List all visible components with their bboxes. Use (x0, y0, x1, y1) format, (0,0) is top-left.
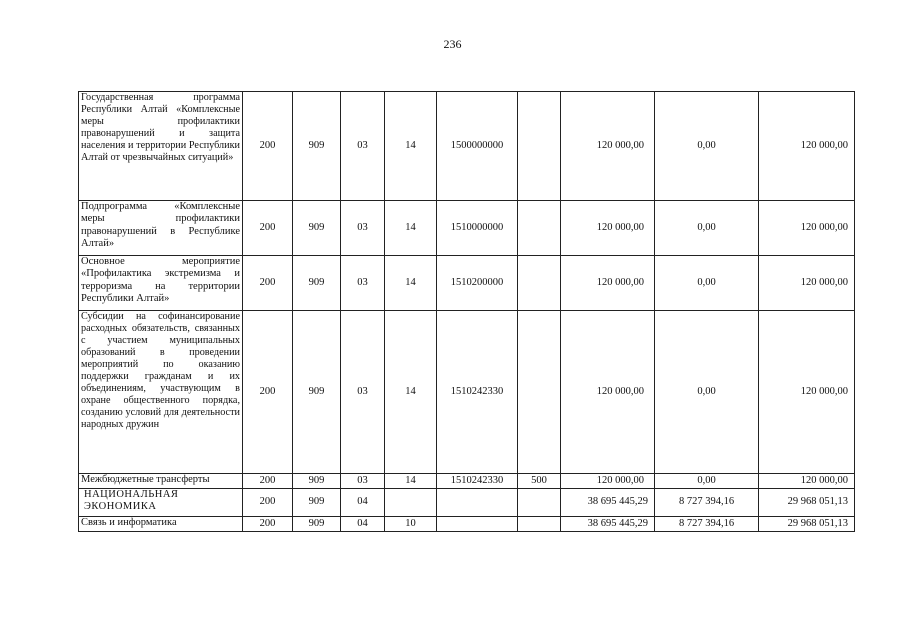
row-name: Межбюджетные трансферты (79, 474, 243, 489)
cell-subsection: 14 (385, 474, 437, 489)
cell-ministry: 909 (293, 92, 341, 201)
cell-ministry: 909 (293, 517, 341, 532)
cell-amount-1: 120 000,00 (561, 92, 655, 201)
cell-ministry: 909 (293, 474, 341, 489)
cell-expense-type: 500 (518, 474, 561, 489)
cell-code: 200 (243, 474, 293, 489)
table-row (79, 92, 855, 201)
cell-ministry: 909 (293, 489, 341, 517)
cell-code: 200 (243, 201, 293, 256)
cell-code: 200 (243, 256, 293, 311)
table-row (79, 256, 855, 311)
cell-section: 03 (341, 201, 385, 256)
cell-expense-type (518, 517, 561, 532)
row-name: Основное мероприятие «Профилактика экстремизма и терроризма на территории Республики Алтай» (79, 256, 243, 311)
cell-amount-3: 29 968 051,13 (759, 489, 855, 517)
cell-target-article: 1510200000 (437, 256, 518, 311)
cell-target-article: 1510242330 (437, 474, 518, 489)
cell-expense-type (518, 256, 561, 311)
row-name: Субсидии на софинансирование расходных обязательств, связанных с участием муниципальных образований в проведении мероприятий по оказанию поддержки гражданам и их объединениям, участвующим в охране общественного порядка, созданию условий для деятельности народных дружин (79, 311, 243, 474)
cell-amount-3: 120 000,00 (759, 474, 855, 489)
cell-subsection: 14 (385, 92, 437, 201)
budget-table (78, 91, 855, 532)
cell-subsection: 14 (385, 256, 437, 311)
row-name: Государственная программа Республики Алтай «Комплексные меры профилактики правонарушений и защита населения и территории Республики Алтай от чрезвычайных ситуаций» (79, 92, 243, 201)
row-name: Связь и информатика (79, 517, 243, 532)
cell-amount-2: 0,00 (655, 201, 759, 256)
cell-amount-2: 0,00 (655, 311, 759, 474)
cell-expense-type (518, 311, 561, 474)
cell-subsection: 14 (385, 201, 437, 256)
cell-section: 04 (341, 489, 385, 517)
cell-subsection (385, 489, 437, 517)
cell-amount-1: 120 000,00 (561, 474, 655, 489)
cell-subsection: 14 (385, 311, 437, 474)
cell-target-article: 1510242330 (437, 311, 518, 474)
cell-code: 200 (243, 489, 293, 517)
table-row (79, 474, 855, 489)
cell-ministry: 909 (293, 256, 341, 311)
cell-section: 03 (341, 311, 385, 474)
cell-amount-3: 29 968 051,13 (759, 517, 855, 532)
cell-amount-3: 120 000,00 (759, 201, 855, 256)
cell-subsection: 10 (385, 517, 437, 532)
table-row (79, 489, 855, 517)
cell-amount-2: 0,00 (655, 92, 759, 201)
row-name: Подпрограмма «Комплексные меры профилактики правонарушений в Республике Алтай» (79, 201, 243, 256)
cell-amount-1: 38 695 445,29 (561, 517, 655, 532)
cell-ministry: 909 (293, 311, 341, 474)
cell-expense-type (518, 201, 561, 256)
cell-target-article: 1510000000 (437, 201, 518, 256)
page-number: 236 (443, 37, 462, 51)
cell-amount-1: 120 000,00 (561, 201, 655, 256)
cell-amount-2: 0,00 (655, 474, 759, 489)
cell-amount-3: 120 000,00 (759, 92, 855, 201)
cell-amount-1: 38 695 445,29 (561, 489, 655, 517)
cell-target-article (437, 517, 518, 532)
row-name: НАЦИОНАЛЬНАЯ ЭКОНОМИКА (79, 489, 243, 517)
cell-target-article: 1500000000 (437, 92, 518, 201)
cell-section: 04 (341, 517, 385, 532)
cell-section: 03 (341, 92, 385, 201)
cell-amount-1: 120 000,00 (561, 311, 655, 474)
cell-amount-3: 120 000,00 (759, 256, 855, 311)
table-row (79, 517, 855, 532)
cell-amount-2: 8 727 394,16 (655, 517, 759, 532)
cell-amount-1: 120 000,00 (561, 256, 655, 311)
table-row (79, 311, 855, 474)
cell-ministry: 909 (293, 201, 341, 256)
cell-amount-2: 0,00 (655, 256, 759, 311)
cell-section: 03 (341, 256, 385, 311)
cell-expense-type (518, 92, 561, 201)
cell-amount-3: 120 000,00 (759, 311, 855, 474)
cell-amount-2: 8 727 394,16 (655, 489, 759, 517)
cell-section: 03 (341, 474, 385, 489)
cell-code: 200 (243, 517, 293, 532)
cell-target-article (437, 489, 518, 517)
table-row (79, 201, 855, 256)
cell-code: 200 (243, 92, 293, 201)
cell-expense-type (518, 489, 561, 517)
cell-code: 200 (243, 311, 293, 474)
